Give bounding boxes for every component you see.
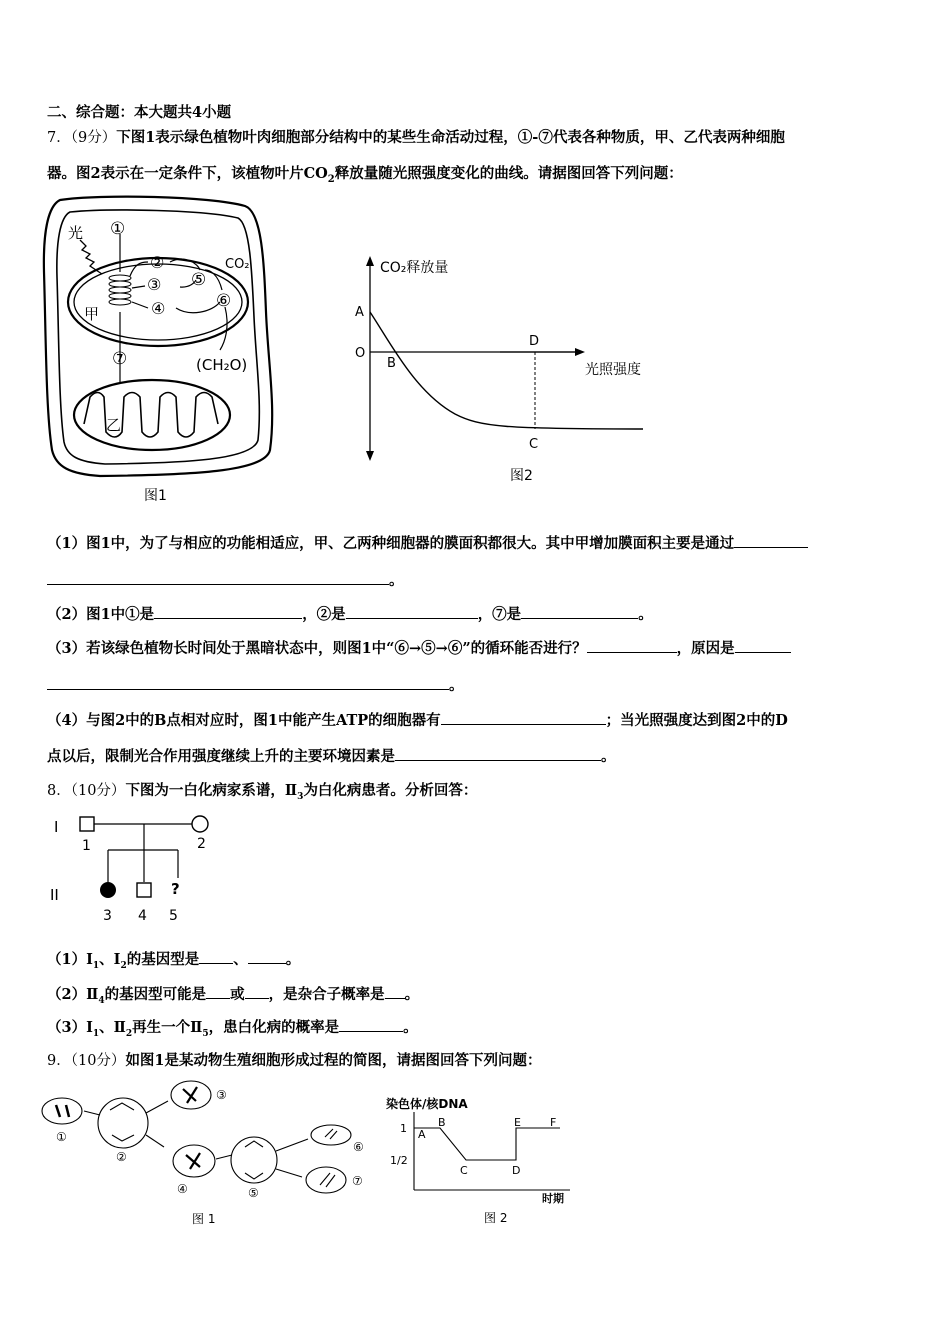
cell-label-4: ④ — [177, 1182, 188, 1196]
label-6: ⑥ — [216, 291, 232, 311]
q9-figure1-meiosis — [40, 1075, 385, 1225]
answer-blank[interactable] — [441, 710, 606, 725]
q7-intro-line1: 7．（9分）下图1表示绿色植物叶肉细胞部分结构中的某些生命活动过程，①-⑦代表各种物质，甲、乙代表两种细胞 — [47, 129, 785, 146]
figure2-caption: 图2 — [510, 468, 533, 484]
figure1-caption: 图 1 — [192, 1212, 216, 1225]
cell-6 — [311, 1125, 351, 1145]
y-axis-arrow — [366, 256, 374, 266]
generation-2-label: II — [50, 886, 59, 904]
x-axis-label: 时期 — [542, 1192, 564, 1205]
individual-II3-affected-female — [100, 882, 116, 898]
q7-sub1-cont: 。 — [47, 570, 404, 590]
q7-sub1: （1）图1中，为了与相应的功能相适应，甲、乙两种细胞器的膜面积都很大。其中甲增加膜面积主要是通过 — [47, 533, 808, 553]
cell-label-1: ① — [56, 1130, 67, 1144]
label-3: ③ — [147, 275, 162, 294]
point-o: O — [355, 346, 366, 361]
figure2-caption: 图 2 — [484, 1211, 508, 1225]
q9-figure2-chart — [380, 1090, 590, 1230]
cell-label-3: ③ — [216, 1088, 227, 1102]
q9-intro: 9．（10分）如图1是某动物生殖细胞形成过程的简图，请据图回答下列问题： — [47, 1052, 542, 1069]
answer-blank[interactable] — [587, 638, 677, 653]
cell-label-2: ② — [116, 1150, 127, 1164]
point-c: C — [529, 437, 539, 452]
arrow-2-3 — [146, 1101, 168, 1113]
jia-label: 甲 — [84, 305, 100, 323]
section-title: 二、综合题：本大题共4小题 — [47, 104, 232, 121]
q7-figure2-chart — [345, 252, 665, 492]
ratio-line — [414, 1128, 560, 1160]
answer-blank[interactable] — [385, 984, 405, 999]
label-II5: 5 — [169, 908, 178, 924]
answer-blank[interactable] — [199, 949, 233, 964]
y-axis-label: CO₂释放量 — [380, 260, 449, 276]
answer-blank[interactable] — [734, 533, 808, 548]
label-2: ② — [150, 253, 165, 272]
answer-blank[interactable] — [245, 984, 269, 999]
yi-label: 乙 — [106, 416, 122, 434]
cell-7 — [306, 1167, 346, 1193]
answer-blank[interactable] — [735, 638, 791, 653]
co2-label: CO₂ — [225, 257, 250, 272]
arrow-2-4 — [146, 1135, 164, 1147]
q7-intro-line2: 器。图2表示在一定条件下，该植物叶片$CO_2$释放量随光照强度变化的曲线。请据图回答下列问题： — [47, 165, 683, 185]
label-I2: 2 — [197, 836, 206, 852]
q7-sub4: （4）与图2中的B点相对应时，图1中能产生ATP的细胞器有 ；当光照强度达到图2中的D — [47, 712, 788, 729]
q8-sub3: $(3)Ⅰ_1$、$Ⅱ_2$再生一个$Ⅱ_5$，患白化病的概率是 。 — [47, 1019, 418, 1039]
label-1: ① — [110, 219, 126, 239]
q8-sub1: $(1)Ⅰ_1$、$Ⅰ_2$的基因型是 、 。 — [47, 951, 301, 971]
point-d: D — [529, 334, 540, 349]
y-tick-half: 1/2 — [390, 1154, 408, 1167]
grana-stack — [109, 275, 131, 305]
individual-I2-female — [192, 816, 208, 832]
point-b: B — [387, 356, 396, 371]
q7-sub4-cont: 点以后，限制光合作用强度继续上升的主要环境因素是 。 — [47, 748, 616, 765]
arrow-4-5 — [216, 1155, 232, 1159]
individual-II4-male — [137, 883, 151, 897]
arrow-1-2 — [84, 1111, 100, 1115]
cell-1 — [42, 1098, 82, 1124]
y-tick-1: 1 — [400, 1122, 407, 1135]
answer-blank[interactable] — [154, 604, 302, 619]
label-7: ⑦ — [112, 349, 128, 369]
y-axis-arrow-down — [366, 451, 374, 461]
generation-1-label: I — [54, 818, 59, 836]
arrow-5-7 — [276, 1169, 302, 1177]
label-II4: 4 — [138, 908, 147, 924]
x-axis-label: 光照强度 — [585, 362, 641, 378]
point-f: F — [550, 1116, 557, 1129]
arrow-5-6 — [276, 1139, 308, 1151]
q7-sub3: （3）若该绿色植物长时间处于黑暗状态中，则图1中“⑥→⑤→⑥”的循环能否进行？ ，原因是 — [47, 638, 791, 658]
cell-5 — [231, 1137, 277, 1183]
q8-pedigree — [40, 810, 240, 930]
cell-label-7: ⑦ — [352, 1174, 363, 1188]
point-c: C — [460, 1164, 468, 1177]
light-label: 光 — [68, 224, 84, 242]
label-5: ⑤ — [191, 270, 207, 290]
mitochondrion-outer — [74, 380, 230, 450]
q8-intro: 8．（10分）下图为一白化病家系谱，$Ⅱ_3$为白化病患者。分析回答： — [47, 782, 478, 802]
answer-blank[interactable] — [47, 570, 389, 585]
q8-sub2: $(2)Ⅱ_4$的基因型可能是 或 ，是杂合子概率是 。 — [47, 986, 420, 1006]
answer-blank[interactable] — [339, 1017, 403, 1032]
x-axis-arrow — [575, 348, 585, 356]
mitochondrion-cristae — [84, 393, 218, 438]
individual-I1-male — [80, 817, 94, 831]
label-II3: 3 — [103, 908, 112, 924]
point-a: A — [418, 1128, 426, 1141]
answer-blank[interactable] — [346, 604, 478, 619]
answer-blank[interactable] — [206, 984, 230, 999]
answer-blank[interactable] — [248, 949, 286, 964]
point-a: A — [355, 305, 364, 320]
point-e: E — [514, 1116, 521, 1129]
point-d: D — [512, 1164, 521, 1177]
cell-label-6: ⑥ — [353, 1140, 364, 1154]
answer-blank[interactable] — [395, 746, 601, 761]
point-b: B — [438, 1116, 446, 1129]
figure1-caption: 图1 — [144, 488, 167, 504]
q7-sub2: （2）图1中①是 ，②是 ，⑦是 。 — [47, 606, 653, 623]
q7-figure1-cell — [40, 192, 280, 510]
y-axis-label: 染色体/核DNA — [386, 1097, 468, 1111]
label-I1: 1 — [82, 838, 91, 854]
answer-blank[interactable] — [521, 604, 638, 619]
ch2o-label: (CH₂O) — [196, 356, 248, 374]
q7-sub3-cont: 。 — [47, 675, 464, 695]
individual-II5-unknown: ? — [171, 880, 180, 898]
cell-label-5: ⑤ — [248, 1186, 259, 1200]
answer-blank[interactable] — [47, 675, 449, 690]
label-4: ④ — [151, 299, 166, 318]
